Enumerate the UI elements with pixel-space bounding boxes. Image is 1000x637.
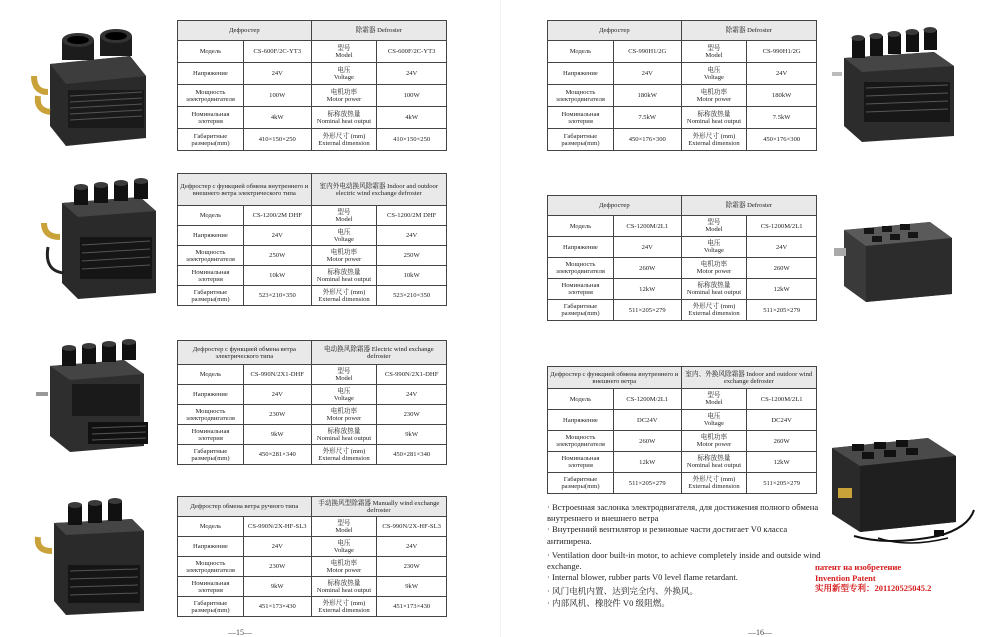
label-dim-cn-en: 外形尺寸 (mm) External dimension <box>681 300 747 321</box>
label-voltage-ru: Напряжение <box>178 537 244 557</box>
product-photo-990h1 <box>830 22 965 144</box>
label-heat-cn-en: 标称放热量 Nominal heat output <box>311 107 377 129</box>
label-voltage-ru: Напряжение <box>178 63 244 85</box>
cell-power: 230W <box>243 557 311 577</box>
label-dim-cn-en: 外形尺寸 (mm) External dimension <box>311 129 377 151</box>
label-voltage-cn-en: 电压 Voltage <box>681 237 747 258</box>
cell-voltage: 24V <box>747 63 817 85</box>
label-heat-cn-en: 标称放热量 Nominal heat output <box>311 266 377 286</box>
cell-power: 100W <box>377 85 447 107</box>
label-heat-ru: Номинальная элотерия <box>178 266 244 286</box>
cell-power: 180kW <box>747 85 817 107</box>
cell-model: CS-990N/2X-HF-SL3 <box>377 517 447 537</box>
cell-power: 260W <box>613 258 681 279</box>
label-dim-ru: Габаритные размеры(mm) <box>178 597 244 617</box>
cell-model: CS-600F/2C-YT3 <box>243 41 311 63</box>
product-photo-990n-sl3 <box>32 495 162 617</box>
label-heat-cn-en: 标称放热量 Nominal heat output <box>311 425 377 445</box>
label-model-cn-en: 型号 Model <box>681 41 747 63</box>
label-power-cn-en: 电机功率 Motor power <box>311 246 377 266</box>
cell-power: 260W <box>613 431 681 452</box>
label-power-cn-en: 电机功率 Motor power <box>681 85 747 107</box>
table-title-other: 除霜器 Defroster <box>681 21 816 41</box>
label-voltage-ru: Напряжение <box>548 63 614 85</box>
cell-dim: 511×205×279 <box>613 300 681 321</box>
patent-ru: патент на изобретение <box>815 562 902 572</box>
label-power-ru: Мощность электродвигателя <box>178 246 244 266</box>
cell-power: 100W <box>243 85 311 107</box>
cell-voltage: 24V <box>613 63 681 85</box>
cell-power: 260W <box>747 431 817 452</box>
spec-table-cs-1200m-exchange <box>547 366 817 494</box>
table-title-ru: Дефростер с функцией обмена внутреннего и внешнего ветра <box>548 367 682 389</box>
cell-dim: 410×150×250 <box>377 129 447 151</box>
label-heat-cn-en: 标称放热量 Nominal heat output <box>681 452 747 473</box>
label-model-ru: Модель <box>548 216 614 237</box>
label-dim-cn-en: 外形尺寸 (mm) External dimension <box>311 597 377 617</box>
cell-heat: 10kW <box>377 266 447 286</box>
cell-heat: 9kW <box>243 425 311 445</box>
label-power-ru: Мощность электродвигателя <box>178 405 244 425</box>
cell-power: 230W <box>377 405 447 425</box>
label-model-ru: Модель <box>178 365 244 385</box>
label-heat-ru: Номинальная элотерия <box>548 452 614 473</box>
cell-voltage: 24V <box>377 537 447 557</box>
cell-heat: 12kW <box>613 279 681 300</box>
cell-model: CS-1200M/2L1 <box>613 389 681 410</box>
spec-table-cs-990n-sl3 <box>177 496 447 617</box>
cell-heat: 12kW <box>613 452 681 473</box>
label-power-ru: Мощность электродвигателя <box>548 431 614 452</box>
cell-heat: 9kW <box>243 577 311 597</box>
cell-model: CS-990N/2X1-DHF <box>377 365 447 385</box>
cell-dim: 451×173×430 <box>243 597 311 617</box>
page-divider <box>500 0 501 637</box>
spec-table-cs-600f <box>177 20 447 151</box>
cell-heat: 7.5kW <box>747 107 817 129</box>
product-photo-1200m <box>830 208 965 308</box>
label-heat-cn-en: 标称放热量 Nominal heat output <box>681 107 747 129</box>
cell-model: CS-1200/2M DHF <box>377 206 447 226</box>
note-ru-1: · Встроенная заслонка электродвигателя, для достижения полного обмена внутреннего и внешнего ветра <box>547 502 819 524</box>
label-model-cn-en: 型号 Model <box>681 389 747 410</box>
cell-dim: 450×176×300 <box>613 129 681 151</box>
label-power-cn-en: 电机功率 Motor power <box>311 85 377 107</box>
table-title-ru: Дефростер с функцией обмена ветра электрического типа <box>178 341 312 365</box>
label-dim-cn-en: 外形尺寸 (mm) External dimension <box>681 473 747 494</box>
cell-voltage: 24V <box>243 63 311 85</box>
label-voltage-cn-en: 电压 Voltage <box>311 226 377 246</box>
cell-voltage: 24V <box>243 537 311 557</box>
label-voltage-ru: Напряжение <box>178 226 244 246</box>
cell-power: 230W <box>377 557 447 577</box>
label-dim-cn-en: 外形尺寸 (mm) External dimension <box>681 129 747 151</box>
cell-dim: 511×205×279 <box>747 300 817 321</box>
patent-block <box>815 562 931 594</box>
table-title-ru: Дефростер обмена ветра ручного типа <box>178 497 312 517</box>
cell-dim: 450×281×340 <box>243 445 311 465</box>
spec-table-cs-1200-dhf <box>177 173 447 306</box>
cell-model: CS-990H1/2G <box>747 41 817 63</box>
feature-notes <box>547 502 827 609</box>
cell-power: 180kW <box>613 85 681 107</box>
cell-voltage: 24V <box>377 385 447 405</box>
label-power-cn-en: 电机功率 Motor power <box>681 431 747 452</box>
cell-model: CS-990H1/2G <box>613 41 681 63</box>
note-ru-2: · Внутренний вентилятор и резиновые части достигает V0 класса антипирена. <box>547 524 788 546</box>
cell-dim: 451×173×430 <box>377 597 447 617</box>
cell-model: CS-1200/2M DHF <box>243 206 311 226</box>
label-voltage-cn-en: 电压 Voltage <box>681 63 747 85</box>
label-power-cn-en: 电机功率 Motor power <box>311 557 377 577</box>
table-title-ru: Дефростер с функцией обмена внутреннего и внешнего ветра электрического типа <box>178 174 312 206</box>
cell-voltage: DC24V <box>747 410 817 431</box>
note-cn-1: · 风门电机内置、达到完全内、外换风。 <box>547 586 699 597</box>
cell-heat: 4kW <box>377 107 447 129</box>
cell-heat: 9kW <box>377 577 447 597</box>
patent-cn: 实用新型专利：201120525045.2 <box>815 583 932 593</box>
label-power-ru: Мощность электродвигателя <box>178 85 244 107</box>
table-title-other: 手动换风型除霜器 Manually wind exchange defroster <box>311 497 446 517</box>
label-dim-ru: Габаритные размеры(mm) <box>178 445 244 465</box>
product-photo-600f <box>28 26 158 146</box>
label-voltage-cn-en: 电压 Voltage <box>681 410 747 431</box>
cell-dim: 511×205×279 <box>613 473 681 494</box>
cell-voltage: 24V <box>747 237 817 258</box>
product-photo-1200-dhf <box>40 175 165 300</box>
note-cn-2: · 内部风机、橡胶件 V0 级阻燃。 <box>547 597 670 608</box>
product-photo-1200m-exchange <box>818 418 978 550</box>
patent-en: Invention Patent <box>815 572 876 583</box>
cell-voltage: 24V <box>377 226 447 246</box>
cell-heat: 4kW <box>243 107 311 129</box>
cell-dim: 410×150×250 <box>243 129 311 151</box>
cell-model: CS-1200M/2L1 <box>747 389 817 410</box>
label-heat-ru: Номинальная элотерия <box>178 425 244 445</box>
label-model-cn-en: 型号 Model <box>311 206 377 226</box>
table-title-ru: Дефростер <box>548 21 682 41</box>
label-dim-cn-en: 外形尺寸 (mm) External dimension <box>311 445 377 465</box>
label-power-ru: Мощность электродвигателя <box>548 85 614 107</box>
page-number-left: —15— <box>228 628 252 637</box>
table-title-other: 室内外电动换风除霜器 Indoor and outdoor electric wind exchange defroster <box>311 174 446 206</box>
table-title-other: 室内、外换风除霜器 Indoor and outdoor wind exchange defroster <box>681 367 816 389</box>
label-voltage-cn-en: 电压 Voltage <box>311 385 377 405</box>
cell-voltage: 24V <box>377 63 447 85</box>
label-voltage-cn-en: 电压 Voltage <box>311 537 377 557</box>
label-model-ru: Модель <box>178 206 244 226</box>
product-photo-990n-dhf <box>32 338 162 454</box>
label-heat-ru: Номинальная элотерия <box>178 107 244 129</box>
label-model-cn-en: 型号 Model <box>311 41 377 63</box>
cell-voltage: 24V <box>243 385 311 405</box>
label-heat-ru: Номинальная элотерия <box>548 107 614 129</box>
cell-model: CS-600F/2C-YT3 <box>377 41 447 63</box>
cell-heat: 9kW <box>377 425 447 445</box>
table-title-ru: Дефростер <box>548 196 682 216</box>
label-dim-ru: Габаритные размеры(mm) <box>178 286 244 306</box>
spec-table-cs-990n-dhf <box>177 340 447 465</box>
label-model-ru: Модель <box>178 41 244 63</box>
label-voltage-cn-en: 电压 Voltage <box>311 63 377 85</box>
note-en-1: · Ventilation door built-in motor, to achieve completely inside and outside wind exchange. <box>547 549 821 572</box>
cell-model: CS-1200M/2L1 <box>613 216 681 237</box>
cell-heat: 7.5kW <box>613 107 681 129</box>
page-number-right: —16— <box>748 628 772 637</box>
cell-voltage: DC24V <box>613 410 681 431</box>
cell-heat: 12kW <box>747 279 817 300</box>
cell-dim: 511×205×279 <box>747 473 817 494</box>
cell-dim: 450×281×340 <box>377 445 447 465</box>
label-dim-ru: Габаритные размеры(mm) <box>178 129 244 151</box>
cell-heat: 10kW <box>243 266 311 286</box>
label-power-cn-en: 电机功率 Motor power <box>681 258 747 279</box>
table-title-other: 除霜器 Defroster <box>681 196 816 216</box>
label-model-cn-en: 型号 Model <box>311 365 377 385</box>
label-model-ru: Модель <box>548 389 614 410</box>
label-heat-cn-en: 标称放热量 Nominal heat output <box>311 577 377 597</box>
label-model-ru: Модель <box>548 41 614 63</box>
cell-dim: 450×176×300 <box>747 129 817 151</box>
cell-power: 250W <box>243 246 311 266</box>
cell-model: CS-1200M/2L1 <box>747 216 817 237</box>
cell-voltage: 24V <box>243 226 311 246</box>
label-dim-cn-en: 外形尺寸 (mm) External dimension <box>311 286 377 306</box>
cell-power: 250W <box>377 246 447 266</box>
label-power-cn-en: 电机功率 Motor power <box>311 405 377 425</box>
table-title-other: 电动换风除霜器 Electric wind exchange defroster <box>311 341 446 365</box>
label-dim-ru: Габаритные размеры(mm) <box>548 300 614 321</box>
table-title-other: 除霜器 Defroster <box>311 21 446 41</box>
label-power-ru: Мощность электродвигателя <box>548 258 614 279</box>
cell-dim: 523×210×350 <box>243 286 311 306</box>
label-model-cn-en: 型号 Model <box>681 216 747 237</box>
cell-heat: 12kW <box>747 452 817 473</box>
label-voltage-ru: Напряжение <box>548 237 614 258</box>
label-power-ru: Мощность электродвигателя <box>178 557 244 577</box>
label-dim-ru: Габаритные размеры(mm) <box>548 473 614 494</box>
cell-power: 260W <box>747 258 817 279</box>
spec-table-cs-1200m <box>547 195 817 321</box>
cell-model: CS-990N/2X1-DHF <box>243 365 311 385</box>
spec-table-cs-990h1 <box>547 20 817 151</box>
label-heat-ru: Номинальная элотерия <box>178 577 244 597</box>
label-voltage-ru: Напряжение <box>548 410 614 431</box>
label-model-ru: Модель <box>178 517 244 537</box>
cell-power: 230W <box>243 405 311 425</box>
note-en-2: · Internal blower, rubber parts V0 level flame retardant. <box>547 572 738 583</box>
label-dim-ru: Габаритные размеры(mm) <box>548 129 614 151</box>
label-heat-ru: Номинальная элотерия <box>548 279 614 300</box>
label-heat-cn-en: 标称放热量 Nominal heat output <box>681 279 747 300</box>
label-voltage-ru: Напряжение <box>178 385 244 405</box>
cell-model: CS-990N/2X-HF-SL3 <box>243 517 311 537</box>
cell-voltage: 24V <box>613 237 681 258</box>
cell-dim: 523×210×350 <box>377 286 447 306</box>
table-title-ru: Дефростер <box>178 21 312 41</box>
label-model-cn-en: 型号 Model <box>311 517 377 537</box>
